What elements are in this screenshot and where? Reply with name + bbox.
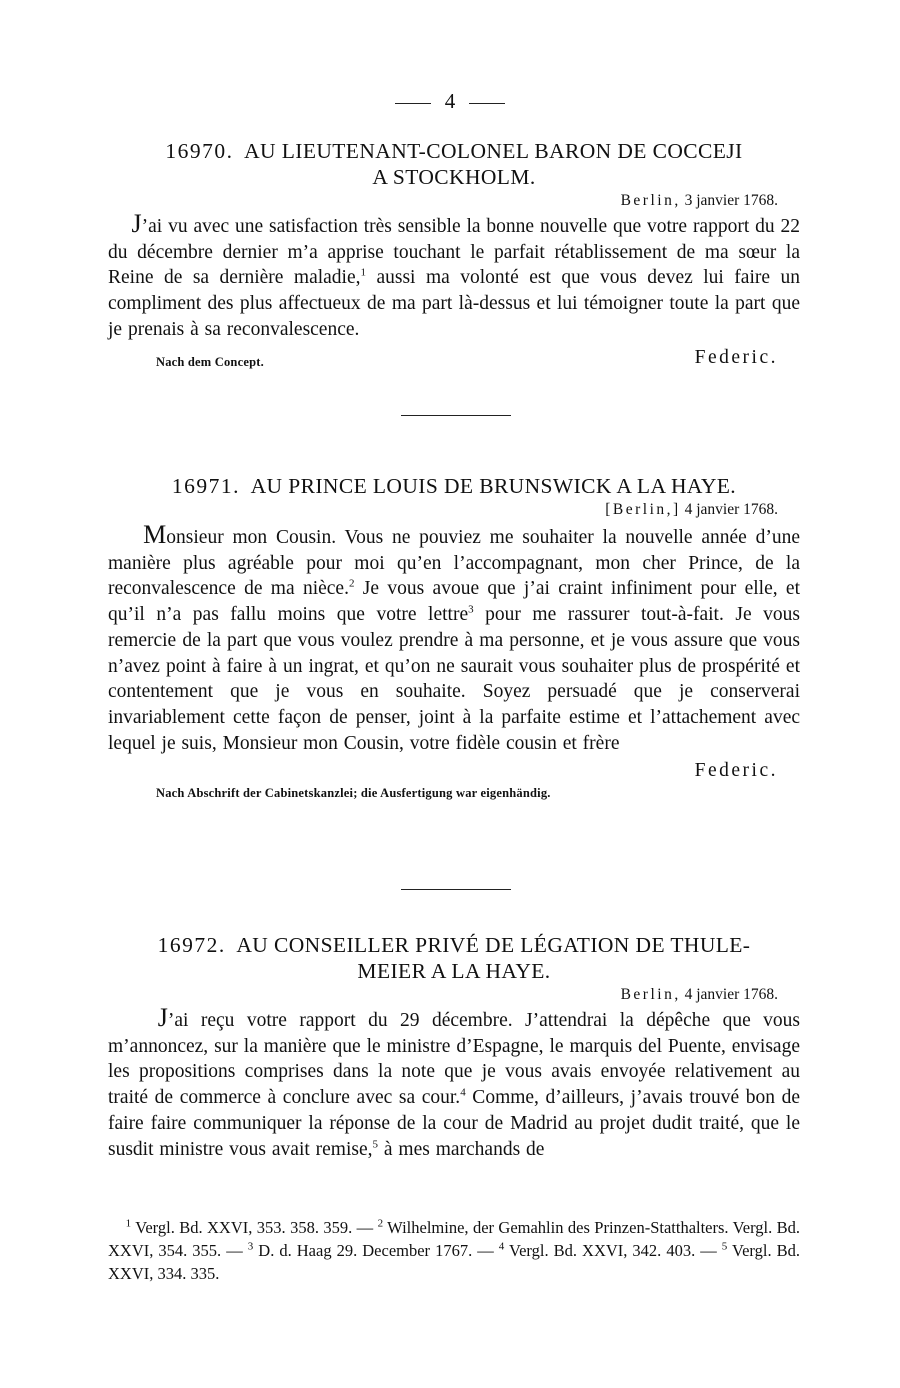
footnote-number: 2 — [377, 1217, 384, 1230]
letter-title: AU PRINCE LOUIS DE BRUNSWICK A LA HAYE. — [250, 474, 737, 498]
page-number: 4 — [444, 89, 456, 113]
page-number-dash-left — [395, 103, 431, 104]
date-city: Berlin, — [620, 986, 681, 1003]
footnote-number: 1 — [125, 1217, 132, 1230]
date-city: Berlin, — [620, 192, 681, 209]
letter-title-line1: AU LIEUTENANT-COLONEL BARON DE COCCEJI — [244, 139, 743, 163]
footnote-number: 4 — [498, 1240, 505, 1253]
letter-number: 16970. — [165, 139, 234, 163]
letter-body — [108, 1003, 800, 1162]
footnote-text: Wilhelmine, der Gemahlin des Prinzen-Statthalters. Vergl. Bd. XXVI, 354. 355. — — [108, 1218, 801, 1260]
date-city: [Berlin,] — [605, 501, 681, 518]
letter-body — [108, 520, 801, 756]
letter-dateline — [108, 984, 778, 1006]
source-note: Nach Abschrift der Cabinetskanzlei; die Ausfertigung war eigenhändig. — [156, 786, 551, 801]
letter-body — [108, 209, 801, 343]
lead-letter: J — [157, 1003, 168, 1032]
letter-heading — [108, 473, 800, 499]
footnote-ref: 3 — [468, 603, 474, 616]
letter-body-text-b: Comme, d’ailleurs, j’avais trouvé bon de faire faire communiquer la réponse de la cour de Madrid au projet dudit traité, que le susdit ministre vous avait remise, — [108, 1087, 800, 1160]
footnote-text: Vergl. Bd. XXVI, 353. 358. 359. — — [131, 1218, 378, 1237]
letter-closing — [108, 347, 800, 375]
letter-dateline — [108, 499, 778, 521]
footnote-number: 3 — [247, 1240, 254, 1253]
section-divider — [401, 889, 511, 890]
footnote-ref: 5 — [372, 1138, 379, 1151]
letter-number: 16971. — [171, 474, 241, 498]
letter-body-text-end: aussi ma volonté est que vous devez lui faire un compliment des plus affectueux de ma part là-dessus et lui témoigner toute la part que je prenais à sa reconvalescence. — [108, 267, 800, 340]
letter-body-text-a: onsieur mon Cousin. Vous ne pouviez me souhaiter la nouvelle année d’une manière plus agréable pour moi qu’en l’accompagnant, mon cher Prince, de la reconvalescence de ma nièce. — [108, 527, 801, 600]
footnote-text: D. d. Haag 29. December 1767. — — [253, 1241, 499, 1260]
footnotes — [108, 1216, 800, 1285]
letter-16970 — [108, 138, 800, 375]
letter-heading — [108, 932, 800, 984]
footnote-ref: 4 — [460, 1086, 466, 1099]
letter-body-text-c: à mes marchands de — [378, 1138, 545, 1160]
letter-dateline — [108, 190, 778, 212]
footnote-ref: 1 — [360, 266, 366, 279]
footnote-text: Vergl. Bd. XXVI, 342. 403. — — [504, 1241, 722, 1260]
lead-letter: J — [131, 209, 142, 238]
date-rest: 4 janvier 1768. — [684, 986, 778, 1003]
letter-16971 — [108, 473, 800, 802]
letter-heading — [108, 138, 800, 190]
footnote-ref: 2 — [348, 577, 355, 590]
letter-title-line1: AU CONSEILLER PRIVÉ DE LÉGATION DE THULE- — [236, 933, 751, 957]
letter-title-line2: MEIER A LA HAYE. — [357, 959, 551, 983]
lead-letter: M — [143, 520, 167, 549]
footnote-number: 5 — [721, 1240, 728, 1253]
letter-number: 16972. — [157, 933, 226, 957]
date-rest: 3 janvier 1768. — [684, 192, 778, 209]
section-divider — [401, 415, 511, 416]
page-number-line — [0, 88, 900, 114]
letter-title-line2: A STOCKHOLM. — [372, 165, 536, 189]
letter-body-text-b: Je vous avoue que j’ai craint infiniment pour elle, et qu’il n’a pas fallu moins que votre lettre — [108, 578, 800, 626]
letter-body-text: ’ai vu avec une satisfaction très sensible la bonne nouvelle que votre rapport du 22 du décembre dernier m’a apprise touchant le parfait rétablissement de ma sœur la Reine de sa dernière maladie, — [108, 216, 801, 289]
footnote-text: Vergl. Bd. XXVI, 334. 335. — [108, 1241, 800, 1283]
signature: Federic. — [694, 760, 778, 782]
source-note: Nach dem Concept. — [156, 354, 264, 369]
page-number-dash-right — [469, 103, 505, 104]
date-rest: 4 janvier 1768. — [684, 501, 778, 518]
letter-body-text-c: pour me rassurer tout-à-fait. Je vous remercie de la part que vous voulez prendre à ma personne, et je vous assure que vous n’avez point à faire à un ingrat, et qu’on ne saurait vous souhaiter plus de prospérité et contentement que je vous en souhaite. Soyez persuadé que je conserverai invariablement cette façon de penser, joint à la parfaite estime et l’attachement avec lequel je suis, Monsieur mon Cousin, votre fidèle cousin et frère — [108, 604, 800, 754]
letter-body-text-a: ’ai reçu votre rapport du 29 décembre. J’attendrai la dépêche que vous m’annoncez, sur la manière que le ministre d’Espagne, le marquis del Puente, envisage les propositions comprises dans la note que je vous avais envoyée relativement au traité de commerce à conclure avec sa cour. — [108, 1010, 800, 1109]
signature: Federic. — [694, 346, 778, 368]
letter-16972 — [108, 932, 800, 1162]
